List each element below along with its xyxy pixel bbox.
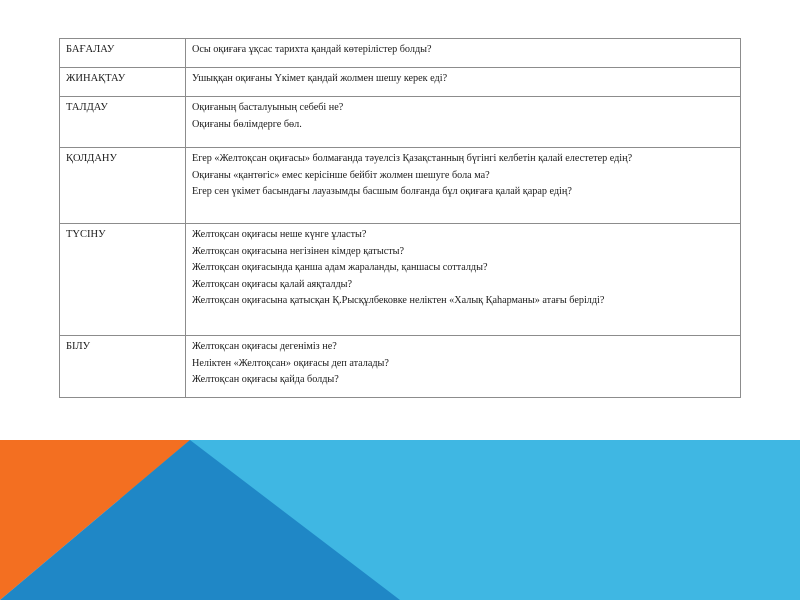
row-questions — [186, 148, 741, 224]
table-row — [60, 39, 741, 68]
row-category: ТҮСІНУ — [60, 224, 186, 336]
row-questions — [186, 336, 741, 398]
table-row — [60, 97, 741, 148]
row-category: БІЛУ — [60, 336, 186, 398]
question: Желтоқсан оқиғасына негізінен кімдер қатысты? — [192, 245, 405, 257]
row-category: ЖИНАҚТАУ — [60, 68, 186, 97]
question: Желтоқсан оқиғасы қалай аяқталды? — [192, 278, 352, 290]
row-questions — [186, 97, 741, 148]
question: Оқиғаның басталуының себебі не? — [192, 102, 344, 113]
table-row — [60, 148, 741, 224]
row-questions — [186, 68, 741, 97]
row-category: ТАЛДАУ — [60, 97, 186, 148]
question: Оқиғаны бөлімдерге бөл. — [192, 118, 302, 130]
question: Желтоқсан оқиғасына қатысқан Қ.Рысқұлбековке неліктен «Халық Қаһарманы» атағы берілді? — [192, 295, 605, 306]
question: Желтоқсан оқиғасы неше күнге ұласты? — [192, 229, 367, 240]
table-row — [60, 336, 741, 398]
row-category: БАҒАЛАУ — [60, 39, 186, 68]
table-row — [60, 224, 741, 336]
question: Оқиғаны «қантөгіс» емес керісінше бейбіт жолмен шешуге бола ма? — [192, 169, 490, 181]
bloom-questions-table — [59, 38, 741, 398]
question: Желтоқсан оқиғасында қанша адам жараланды, қаншасы сотталды? — [192, 262, 488, 273]
row-questions — [186, 39, 741, 68]
question: Осы оқиғаға ұқсас тарихта қандай көтерілістер болды? — [192, 44, 432, 55]
decorative-footer-shapes — [0, 440, 800, 600]
row-questions — [186, 224, 741, 336]
question: Егер «Желтоқсан оқиғасы» болмағанда тәуелсіз Қазақстанның бүгінгі келбетін қалай елестетер едің? — [192, 153, 633, 164]
question: Егер сен үкімет басындағы лауазымды басшым болғанда бұл оқиғаға қалай қарар едің? — [192, 186, 572, 197]
question: Желтоқсан оқиғасы дегеніміз не? — [192, 341, 337, 352]
question: Неліктен «Желтоқсан» оқиғасы деп аталады? — [192, 357, 389, 369]
question: Ушыққан оқиғаны Үкімет қандай жолмен шешу керек еді? — [192, 73, 448, 84]
table-row — [60, 68, 741, 97]
row-category: ҚОЛДАНУ — [60, 148, 186, 224]
question: Желтоқсан оқиғасы қайда болды? — [192, 374, 339, 385]
